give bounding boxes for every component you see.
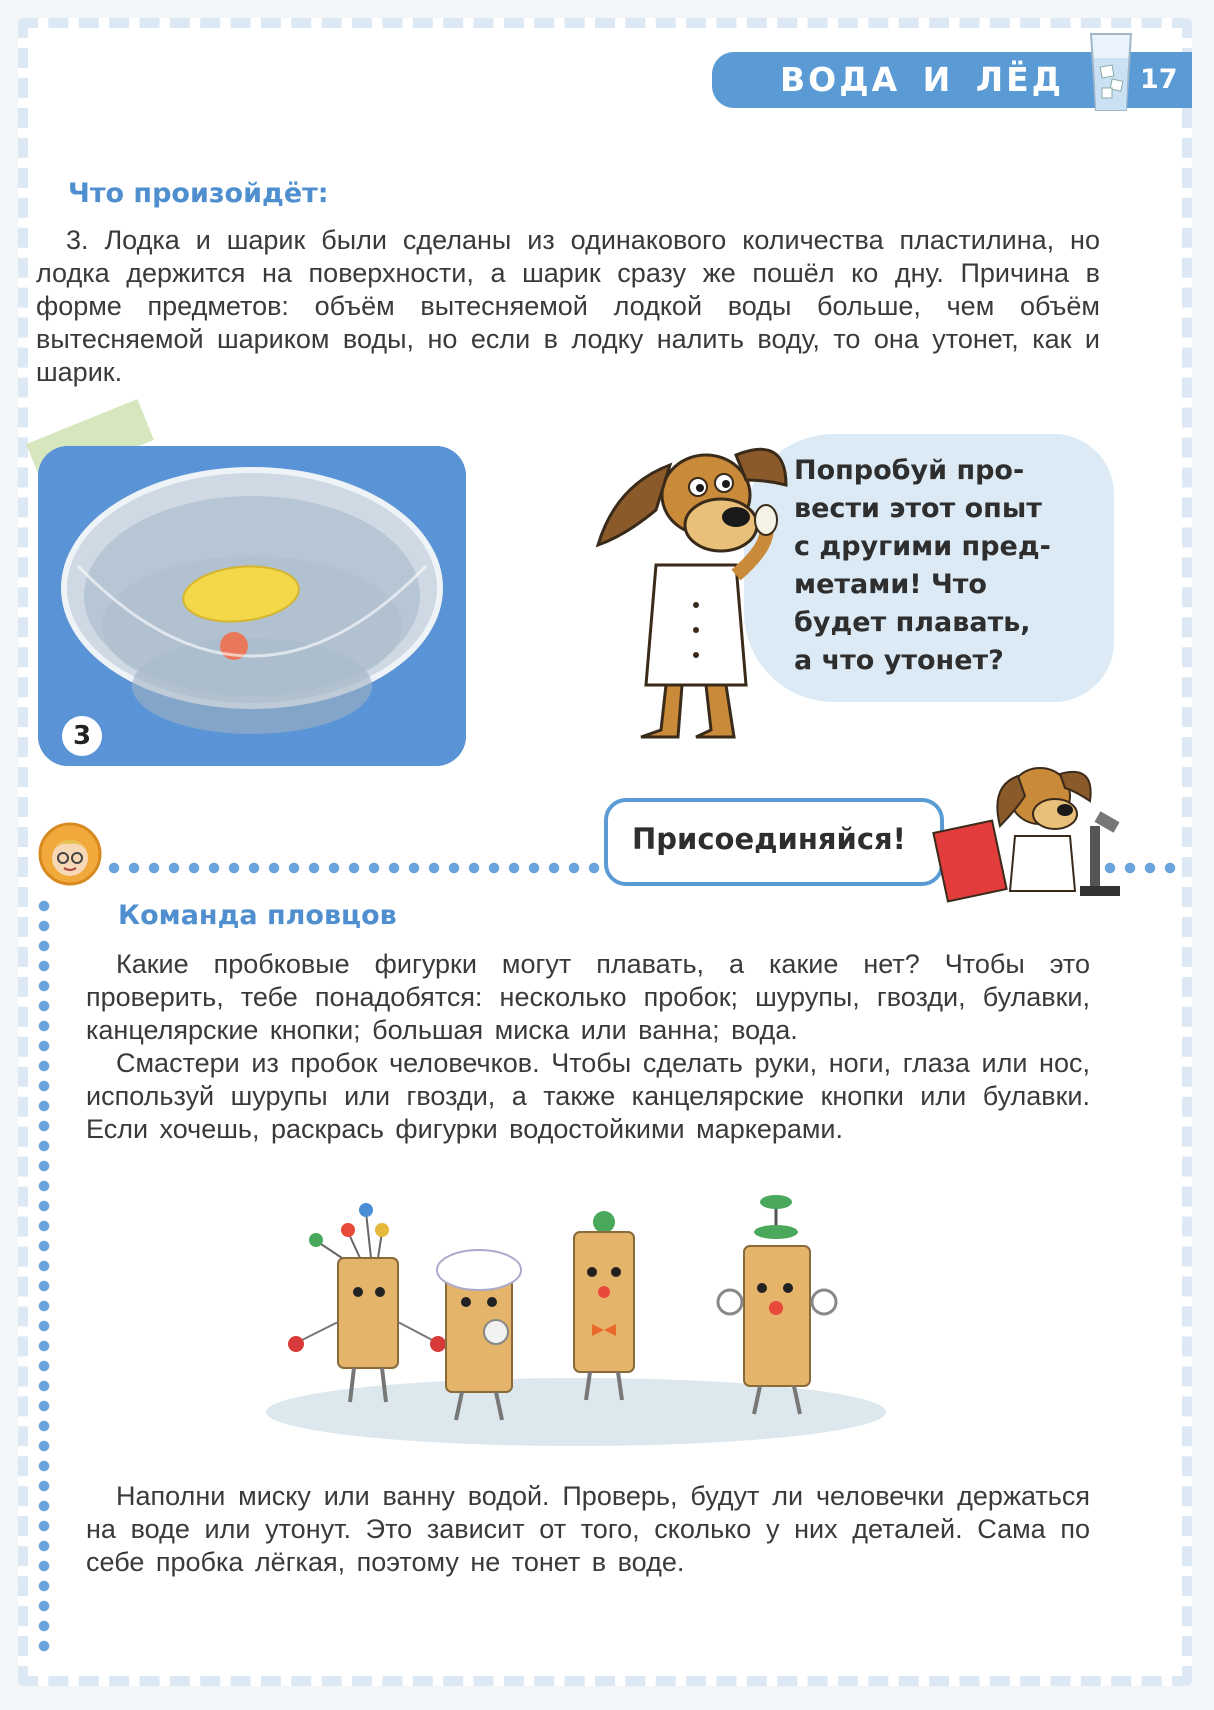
- conclusion-paragraph-text: Наполни миску или ванну водой. Проверь, будут ли человечки держаться на воде или утонут. Это зависит от того, сколько у них деталей. Сама по себе пробка лёгкая, поэтому не тонет в воде.: [86, 1481, 1090, 1577]
- instructions-paragraph-text: Смастери из пробок человечков. Чтобы сделать руки, ноги, глаза или нос, используй шурупы или гвозди, а также канцелярские кнопки или булавки. Если хочешь, раскрась фигурки водостойкими маркерами.: [86, 1048, 1090, 1144]
- bubble-line: вести этот опыт: [794, 493, 1042, 524]
- bubble-line: будет плавать,: [794, 607, 1031, 638]
- conclusion-paragraph: [86, 1480, 1090, 1579]
- bubble-line: метами! Что: [794, 569, 987, 600]
- dotted-divider: [104, 862, 604, 874]
- result-paragraph-text: 3. Лодка и шарик были сделаны из одинакового количества пластилина, но лодка держится на поверхности, а шарик сразу же пошёл ко дну. Причина в форме предметов: объём вытесняемой лодкой воды больше, чем объём вытесняемой шариком воды, но если в лодку налить воду, то она утонет, как и шарик.: [36, 225, 1100, 387]
- dotted-border-left: [38, 896, 50, 1656]
- dog-scientist-illustration: [586, 425, 806, 760]
- section-heading-what-happens: Что произойдёт:: [68, 178, 329, 209]
- bubble-line: а что утонет?: [794, 645, 1004, 676]
- glass-of-water-icon: [1085, 28, 1137, 114]
- chapter-title: ВОДА И ЛЁД: [780, 60, 1065, 99]
- bowl-with-boat-and-ball-image: [38, 446, 466, 766]
- section-heading-swimmers-team: Команда пловцов: [118, 900, 397, 931]
- page-number: 17: [1140, 64, 1178, 95]
- experiment-photo: [38, 446, 466, 766]
- join-banner-label: Присоединяйся!: [632, 822, 906, 856]
- speech-bubble-text: [794, 452, 1094, 680]
- instructions-paragraph: [86, 1047, 1090, 1146]
- bubble-line: с другими пред-: [794, 531, 1051, 562]
- materials-paragraph-text: Какие пробковые фигурки могут плавать, а какие нет? Чтобы это проверить, тебе понадобятся: несколько пробок; шурупы, гвозди, булавки, канцелярские кнопки; большая миска или ванна; вода.: [86, 949, 1090, 1045]
- photo-number-badge: 3: [62, 716, 102, 756]
- result-paragraph: [36, 224, 1100, 389]
- dog-with-microscope-illustration: [930, 756, 1130, 906]
- bubble-line: Попробуй про-: [794, 455, 1025, 486]
- materials-paragraph: [86, 948, 1090, 1047]
- cork-figures-illustration: [256, 1192, 896, 1452]
- teacher-avatar-icon: [38, 822, 102, 886]
